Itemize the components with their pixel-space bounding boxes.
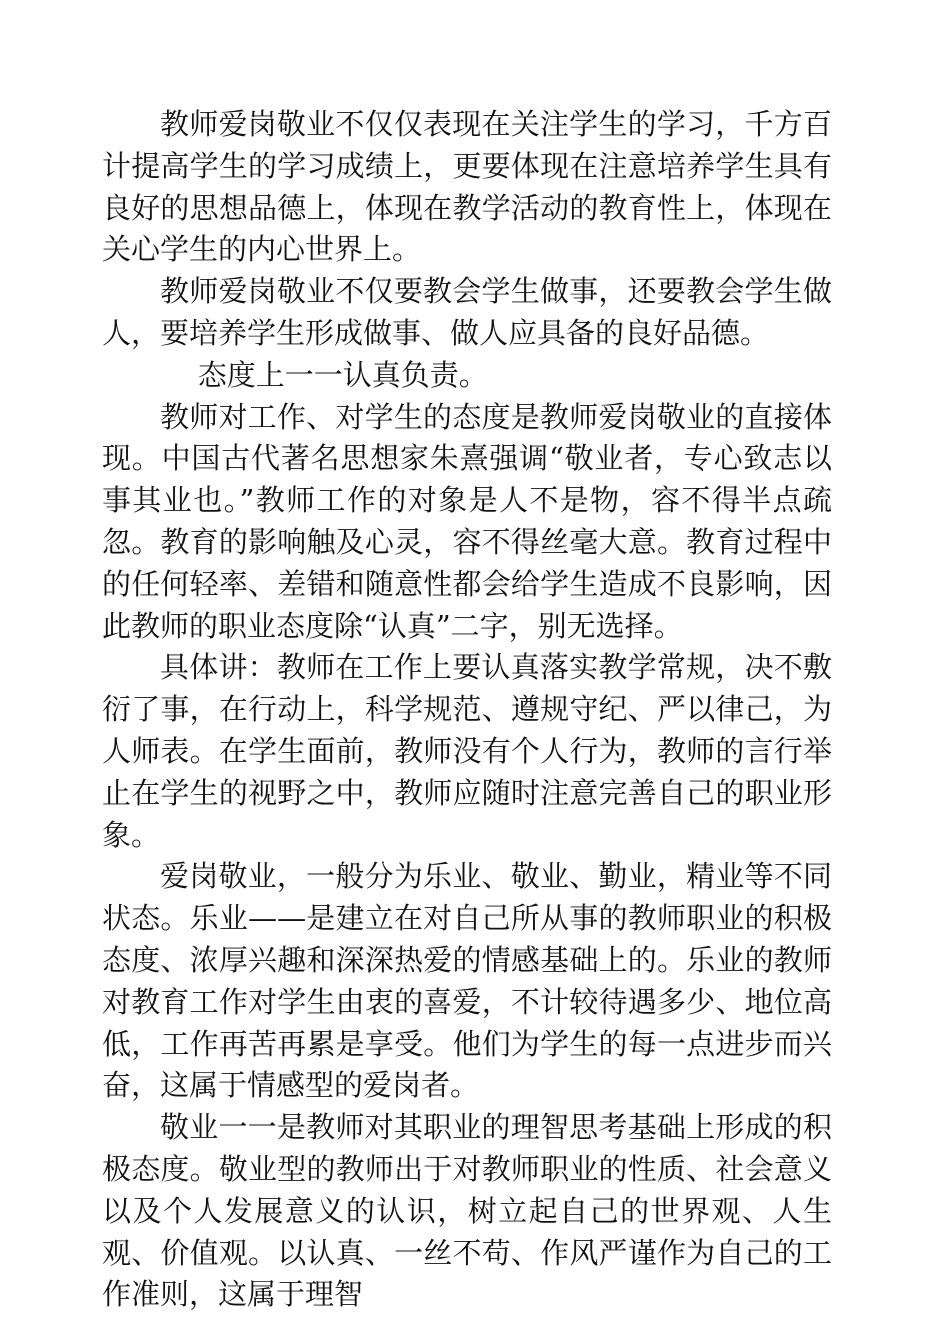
paragraph-2: 教师爱岗敬业不仅要教会学生做事，还要教会学生做人，要培养学生形成做事、做人应具备的良好品德。: [102, 274, 832, 350]
paragraph-1: 教师爱岗敬业不仅仅表现在关注学生的学习，千方百计提高学生的学习成绩上，更要体现在注意培养学生具有良好的思想品德上，体现在教学活动的教育性上，体现在关心学生的内心世界上。: [102, 107, 832, 267]
paragraph-4: 具体讲：教师在工作上要认真落实教学常规，决不敷衍了事，在行动上，科学规范、遵规守纪、严以律己，为人师表。在学生面前，教师没有个人行为，教师的言行举止在学生的视野之中，教师应随时注意完善自己的职业形象。: [102, 650, 832, 852]
document-body: [102, 104, 832, 1316]
paragraph-3: 教师对工作、对学生的态度是教师爱岗敬业的直接体现。中国古代著名思想家朱熹强调“敬业者，专心致志以事其业也。”教师工作的对象是人不是物，容不得半点疏忽。教育的影响触及心灵，容不得丝毫大意。教育过程中的任何轻率、差错和随意性都会给学生造成不良影响，因此教师的职业态度除“认真”二字，别无选择。: [102, 399, 832, 643]
section-heading-attitude: 态度上一一认真负责。: [197, 357, 488, 392]
paragraph-6: 敬业一一是教师对其职业的理智思考基础上形成的积极态度。敬业型的教师出于对教师职业的性质、社会意义以及个人发展意义的认识，树立起自己的世界观、人生观、价值观。以认真、一丝不苟、作风严谨作为自己的工作准则，这属于理智: [102, 1110, 832, 1312]
paragraph-5: 爱岗敬业，一般分为乐业、敬业、勤业，精业等不同状态。乐业——是建立在对自己所从事的教师职业的积极态度、浓厚兴趣和深深热爱的情感基础上的。乐业的教师对教育工作对学生由衷的喜爱，不计较待遇多少、地位高低，工作再苦再累是享受。他们为学生的每一点进步而兴奋，这属于情感型的爱岗者。: [102, 859, 832, 1103]
